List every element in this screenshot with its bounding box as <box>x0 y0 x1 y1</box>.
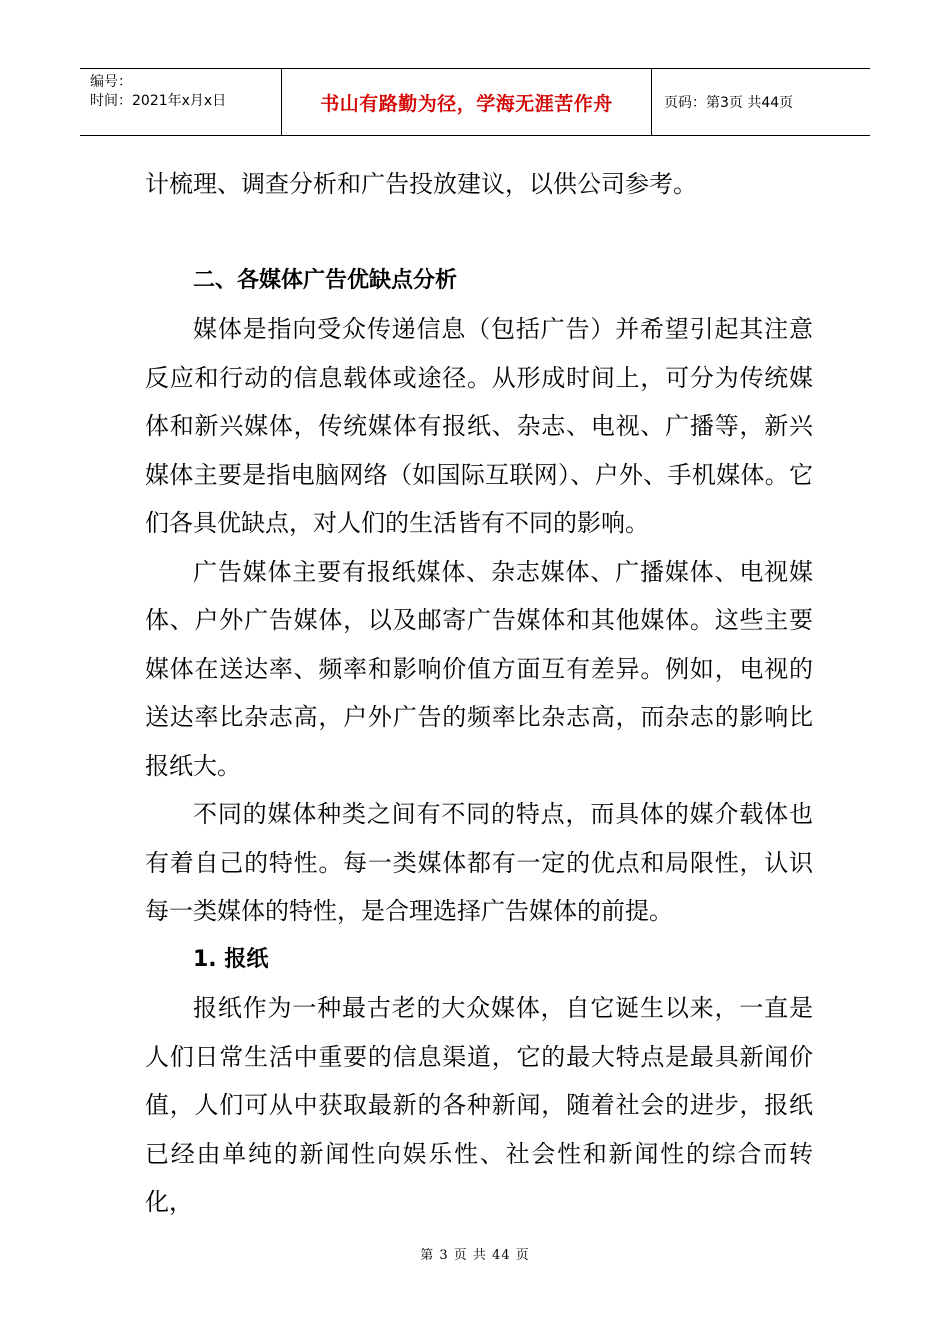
paragraph-continuation: 计梳理、调查分析和广告投放建议，以供公司参考。 <box>145 170 697 198</box>
document-body <box>145 160 813 1227</box>
paragraph-newspaper: 报纸作为一种最古老的大众媒体，自它诞生以来，一直是人们日常生活中重要的信息渠道，它的最大特点是最具新闻价值，人们可从中获取最新的各种新闻，随着社会的进步，报纸已经由单纯的新闻性向娱乐性、社会性和新闻性的综合而转化， <box>145 994 813 1216</box>
header-page-info: 页码：第3页 共44页 <box>664 95 794 111</box>
date-label: 时间：2021年x月x日 <box>90 93 227 109</box>
document-header <box>80 68 870 136</box>
subsection-heading-newspaper: 1. 报纸 <box>193 946 269 972</box>
header-motto-cell <box>282 69 652 135</box>
header-page-cell <box>652 69 870 135</box>
code-label: 编号： <box>90 74 132 90</box>
paragraph-media-definition: 媒体是指向受众传递信息（包括广告）并希望引起其注意反应和行动的信息载体或途径。从形成时间上，可分为传统媒体和新兴媒体，传统媒体有报纸、杂志、电视、广播等，新兴媒体主要是指电脑网络（如国际互联网）、户外、手机媒体。它们各具优缺点，对人们的生活皆有不同的影响。 <box>145 315 813 537</box>
paragraph-gap <box>145 209 813 257</box>
paragraph-media-characteristics: 不同的媒体种类之间有不同的特点，而具体的媒介载体也有着自己的特性。每一类媒体都有一定的优点和局限性，认识每一类媒体的特性，是合理选择广告媒体的前提。 <box>145 800 813 925</box>
paragraph-media-types: 广告媒体主要有报纸媒体、杂志媒体、广播媒体、电视媒体、户外广告媒体，以及邮寄广告媒体和其他媒体。这些主要媒体在送达率、频率和影响价值方面互有差异。例如，电视的送达率比杂志高，户外广告的频率比杂志高，而杂志的影响比报纸大。 <box>145 557 813 780</box>
motto-text: 书山有路勤为径，学海无涯苦作舟 <box>320 92 613 115</box>
header-meta-cell <box>80 69 282 135</box>
section-heading: 二、各媒体广告优缺点分析 <box>193 267 458 293</box>
page-footer: 第 3 页 共 44 页 <box>420 1248 530 1263</box>
